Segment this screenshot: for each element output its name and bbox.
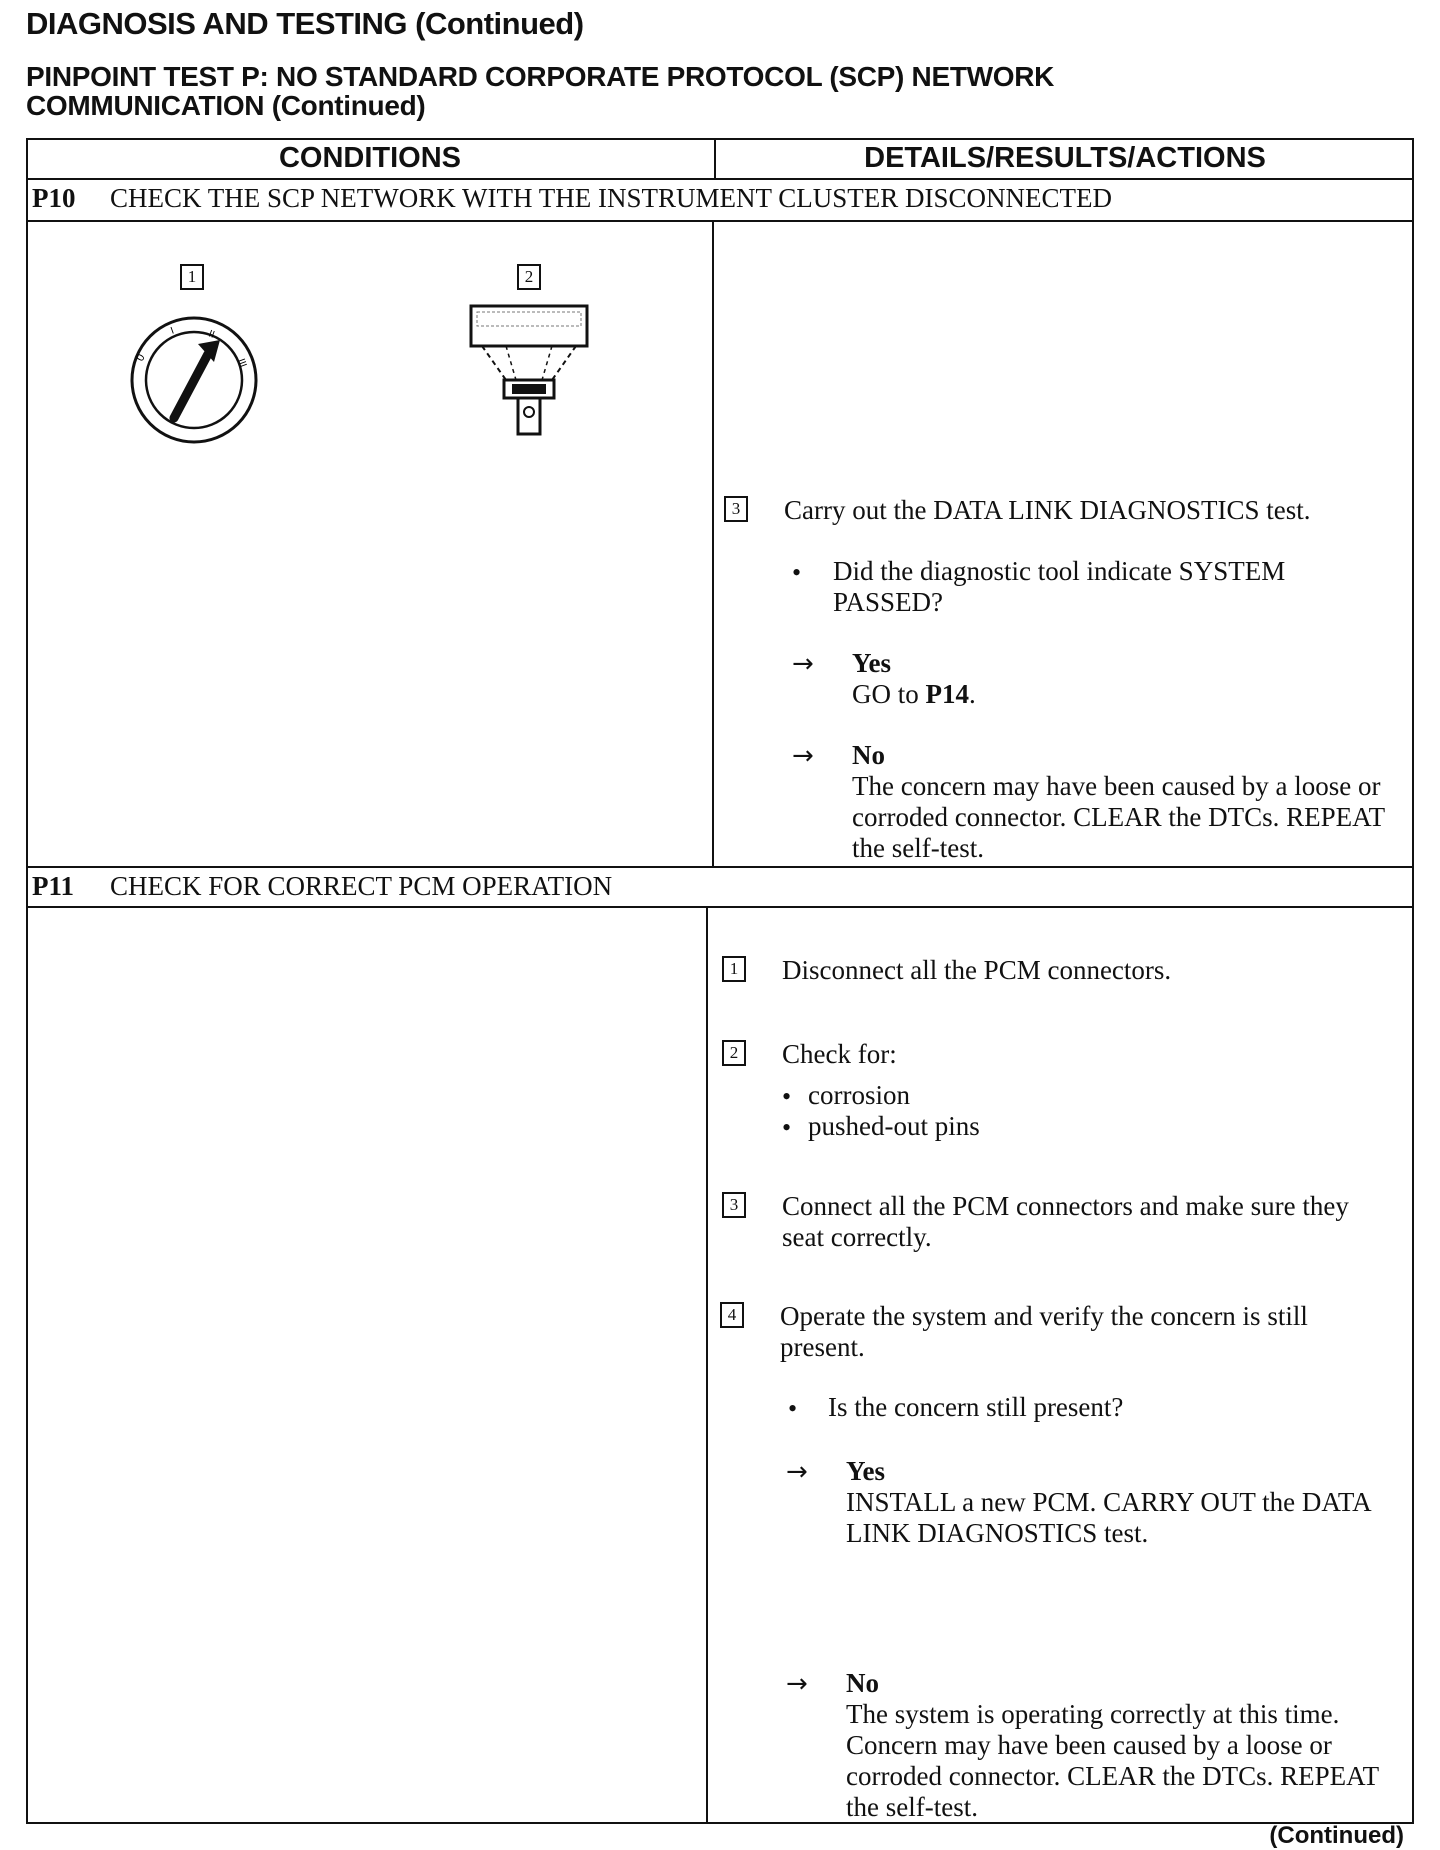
rule-under-p11 [26, 906, 1414, 908]
column-divider-p10 [712, 220, 714, 867]
p11-item-2-bullet: • [782, 1113, 792, 1142]
p11-yes-text: INSTALL a new PCM. CARRY OUT the DATA LINK DIAGNOSTICS test. [846, 1487, 1371, 1548]
p11-step-id: P11 [32, 871, 75, 901]
p11-no-arrow: → [786, 1669, 808, 1699]
p11-item-1-bullet: • [782, 1082, 792, 1111]
p11-step-title: CHECK FOR CORRECT PCM OPERATION [110, 871, 613, 901]
column-header-details: DETAILS/RESULTS/ACTIONS [864, 142, 1266, 174]
p11-no-label: No [846, 1668, 879, 1698]
continued-footer: (Continued) [1269, 1822, 1404, 1849]
key-mark-two: II [206, 328, 216, 341]
pinpoint-test-title [26, 62, 1054, 120]
p10-no-branch [852, 740, 1412, 864]
p10-yes-target: P14 [925, 679, 969, 709]
p11-item-1: corrosion [808, 1080, 910, 1110]
p10-step-title: CHECK THE SCP NETWORK WITH THE INSTRUMENT CLUSTER DISCONNECTED [110, 183, 1113, 213]
p10-no-label: No [852, 740, 885, 770]
p11-step-3-box: 3 [722, 1192, 746, 1218]
p10-question: Did the diagnostic tool indicate SYSTEM PASSED? [833, 556, 1286, 617]
p11-yes-arrow: → [786, 1457, 808, 1487]
p10-yes-arrow: → [792, 649, 814, 679]
p10-yes-label: Yes [852, 648, 891, 678]
p10-yes-suffix: . [969, 679, 976, 709]
p11-step-1-box: 1 [722, 956, 746, 982]
p11-step-3-text: Connect all the PCM connectors and make sure they seat correctly. [782, 1191, 1349, 1252]
p11-question: Is the concern still present? [828, 1392, 1124, 1422]
pinpoint-test-title-line-2: COMMUNICATION (Continued) [26, 90, 426, 121]
p10-no-text: The concern may have been caused by a loose or corroded connector. CLEAR the DTCs. REPEAT the self-test. [852, 771, 1385, 863]
column-header-conditions: CONDITIONS [278, 142, 462, 174]
key-mark-one: I [169, 325, 176, 337]
key-mark-three: III [235, 357, 249, 369]
p10-step-3-text: Carry out the DATA LINK DIAGNOSTICS test. [784, 495, 1311, 525]
p11-step-1-text: Disconnect all the PCM connectors. [782, 955, 1172, 985]
rule-under-header [26, 178, 1414, 180]
p11-yes-branch [846, 1456, 1386, 1549]
p11-yes-label: Yes [846, 1456, 885, 1486]
p11-step-4-text: Operate the system and verify the concern is still present. [780, 1301, 1308, 1362]
p11-step-4-box: 4 [720, 1302, 744, 1328]
p10-step-row [32, 183, 1112, 214]
page-title: DIAGNOSIS AND TESTING (Continued) [26, 6, 584, 41]
rule-under-p10 [26, 220, 1414, 222]
diagnostic-tool-icon [466, 302, 594, 438]
pinpoint-test-title-line-1: PINPOINT TEST P: NO STANDARD CORPORATE PROTOCOL (SCP) NETWORK [26, 61, 1055, 92]
p11-no-branch [846, 1668, 1412, 1823]
p11-step-row [32, 871, 612, 902]
p10-yes-action [852, 679, 1392, 710]
p11-step-2-text: Check for: [782, 1039, 897, 1069]
ignition-switch-icon [128, 314, 260, 446]
column-divider-p11 [706, 906, 708, 1824]
figure-2-label: 2 [517, 264, 541, 290]
p10-yes-prefix: GO to [852, 679, 926, 709]
p11-no-text: The system is operating correctly at this time. Concern may have been caused by a loose or corroded connector. CLEAR the DTCs. REPEAT the self-test. [846, 1699, 1379, 1822]
p11-step-2-box: 2 [722, 1040, 746, 1066]
rule-above-p11 [26, 866, 1414, 868]
p10-question-bullet: • [792, 558, 802, 587]
p10-no-arrow: → [792, 741, 814, 771]
p11-item-2: pushed-out pins [808, 1111, 980, 1141]
figure-1-label: 1 [180, 264, 204, 290]
p10-yes-branch [852, 648, 1392, 710]
p11-question-bullet: • [788, 1394, 798, 1423]
p10-step-id: P10 [32, 183, 76, 213]
p10-step-3-box: 3 [724, 496, 748, 522]
key-mark-zero: 0 [134, 352, 148, 364]
